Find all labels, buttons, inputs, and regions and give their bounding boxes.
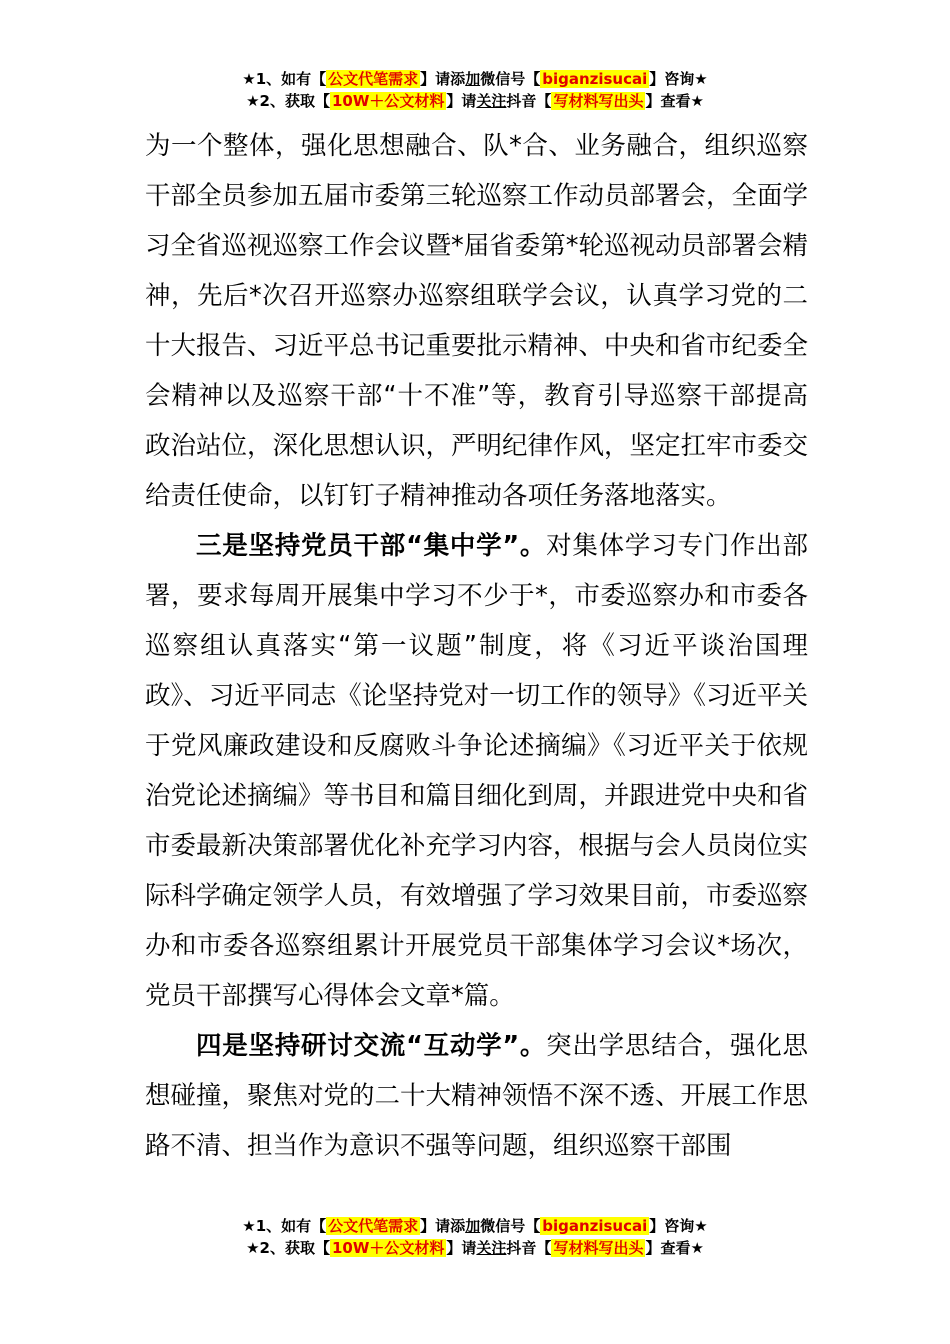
highlight-materials: 10W＋公文材料 xyxy=(331,92,445,110)
paragraph-3: 四是坚持研讨交流“互动学”。突出学思结合，强化思想碰撞，聚焦对党的二十大精神领悟不深不透、开展工作思路不清、担当作为意识不强等问题，组织巡察干部围 xyxy=(145,1031,809,1161)
highlight-wechat-id: biganzisucai xyxy=(542,70,648,88)
footer-line-1: ★1、如有【 公文代笔需求 】请添加微信号【 biganzisucai 】咨询★ xyxy=(242,1217,708,1235)
highlight-douyin: 写材料写出头 xyxy=(553,92,644,110)
header-banner xyxy=(0,68,950,112)
banner-line-1: ★1、如有【 公文代笔需求 】请添加微信号【 biganzisucai 】咨询★ xyxy=(242,70,708,88)
document-body xyxy=(145,121,808,1171)
footer-line-2: ★2、获取【 10W＋公文材料 】请关注抖音【 写材料写出头 】查看★ xyxy=(246,1239,704,1257)
paragraph-2-heading: 三是坚持党员干部“集中学”。 xyxy=(196,531,547,561)
paragraph-2: 三是坚持党员干部“集中学”。对集体学习专门作出部署，要求每周开展集中学习不少于*，市委巡察办和市委各巡察组认真落实“第一议题”制度，将《习近平谈治国理政》、习近平同志《论坚持党对一切工作的领导》《习近平关于党风廉政建设和反腐败斗争论述摘编》《习近平关于依规治党论述摘编》等书目和篇目细化到周，并跟进党中央和省市委最新决策部署优化补充学习内容，根据与会人员岗位实际科学确定领学人员，有效增强了学习效果目前，市委巡察办和市委各巡察组累计开展党员干部集体学习会议*场次，党员干部撰写心得体会文章*篇。 xyxy=(145,531,809,1011)
footer-banner xyxy=(0,1215,950,1259)
paragraph-3-heading: 四是坚持研讨交流“互动学”。 xyxy=(196,1031,547,1061)
banner-line-2: ★2、获取【 10W＋公文材料 】请关注抖音【 写材料写出头 】查看★ xyxy=(246,92,704,110)
highlight-service: 公文代笔需求 xyxy=(328,70,419,88)
paragraph-1: 为一个整体，强化思想融合、队*合、业务融合，组织巡察干部全员参加五届市委第三轮巡察工作动员部署会，全面学习全省巡视巡察工作会议暨*届省委第*轮巡视动员部署会精神，先后*次召开巡察办巡察组联学会议，认真学习党的二十大报告、习近平总书记重要批示精神、中央和省市纪委全会精神以及巡察干部“十不准”等，教育引导巡察干部提高政治站位，深化思想认识，严明纪律作风，坚定扛牢市委交给责任使命，以钉钉子精神推动各项任务落地落实。 xyxy=(145,131,809,511)
